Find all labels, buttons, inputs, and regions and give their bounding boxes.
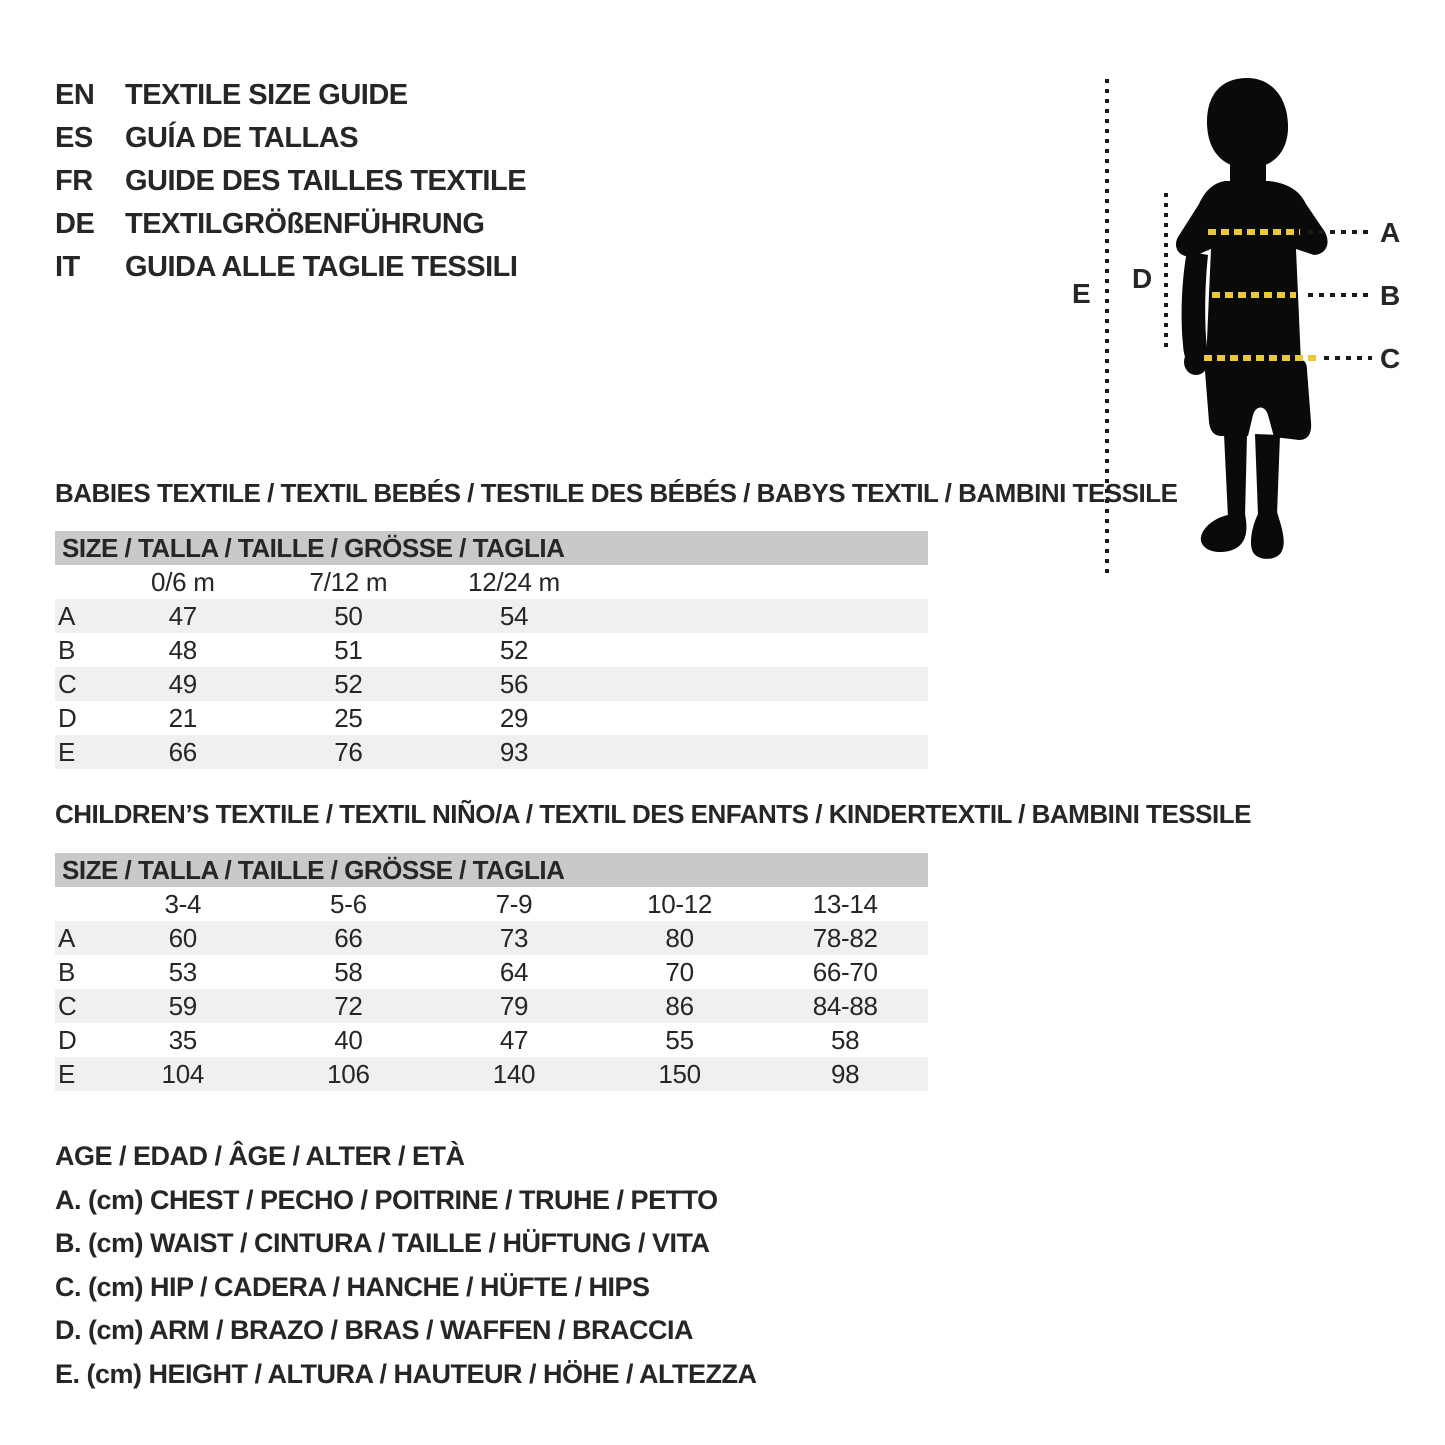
column-header: 7-9 — [495, 888, 533, 919]
mark-label-d: D — [1132, 263, 1152, 294]
lang-title: GUIDE DES TAILLES TEXTILE — [125, 165, 527, 197]
cell-value: 58 — [334, 956, 363, 987]
cell-value: 52 — [334, 668, 363, 699]
table-cell-empty — [762, 667, 928, 701]
cell-value: 78-82 — [812, 922, 878, 953]
lang-code: ES — [55, 122, 93, 154]
row-label: A — [58, 922, 76, 953]
measurement-legend — [55, 1135, 756, 1396]
cell-value: 70 — [665, 956, 694, 987]
children-size-header-bar — [55, 853, 928, 887]
cell-value: 59 — [168, 990, 197, 1021]
babies-section-title: BABIES TEXTILE / TEXTIL BEBÉS / TESTILE DES BÉBÉS / BABYS TEXTIL / BAMBINI TESSILE — [55, 478, 1178, 508]
cell-value: 55 — [665, 1024, 694, 1055]
column-header: 3-4 — [164, 888, 202, 919]
lang-row-it — [55, 246, 526, 289]
table-row — [55, 599, 928, 633]
table-cell-empty — [597, 735, 763, 769]
row-label: E — [58, 1058, 76, 1089]
child-silhouette-icon — [1176, 78, 1328, 559]
cell-value: 58 — [831, 1024, 860, 1055]
table-cell-empty — [762, 701, 928, 735]
mark-label-e: E — [1072, 278, 1091, 309]
mark-label-c: C — [1380, 343, 1400, 374]
lang-code: EN — [55, 79, 95, 111]
babies-size-table — [55, 565, 928, 769]
cell-value: 53 — [168, 956, 197, 987]
lang-code: FR — [55, 165, 93, 197]
table-row — [55, 701, 928, 735]
legend-line-hip: C. (cm) HIP / CADERA / HANCHE / HÜFTE / HIPS — [55, 1271, 650, 1302]
cell-value: 150 — [658, 1058, 701, 1089]
legend-line-arm: D. (cm) ARM / BRAZO / BRAS / WAFFEN / BRACCIA — [55, 1315, 693, 1346]
column-header: 7/12 m — [309, 566, 388, 597]
column-header: 13-14 — [812, 888, 878, 919]
cell-value: 104 — [161, 1058, 205, 1089]
row-label: E — [58, 736, 76, 767]
lang-code: DE — [55, 208, 95, 240]
cell-value: 54 — [499, 600, 529, 631]
mark-label-b: B — [1380, 280, 1400, 311]
lang-row-de — [55, 203, 526, 246]
table-cell-empty — [762, 565, 928, 599]
cell-value: 52 — [499, 634, 529, 665]
table-cell-empty — [597, 565, 763, 599]
table-cell-empty — [762, 599, 928, 633]
cell-value: 51 — [334, 634, 363, 665]
size-header-label: SIZE / TALLA / TAILLE / GRÖSSE / TAGLIA — [62, 854, 565, 885]
mark-label-a: A — [1380, 217, 1400, 248]
cell-value: 106 — [327, 1058, 370, 1089]
table-row — [55, 989, 928, 1023]
cell-value: 48 — [168, 634, 197, 665]
table-row — [55, 1023, 928, 1057]
cell-value: 93 — [499, 736, 529, 767]
cell-value: 49 — [168, 668, 197, 699]
row-label: B — [58, 956, 76, 987]
lang-row-es — [55, 117, 526, 160]
lang-title: TEXTILE SIZE GUIDE — [125, 79, 408, 111]
table-cell-empty — [597, 599, 763, 633]
babies-column-header-row — [55, 565, 928, 599]
cell-value: 98 — [831, 1058, 860, 1089]
children-section-title: CHILDREN’S TEXTILE / TEXTIL NIÑO/A / TEXTIL DES ENFANTS / KINDERTEXTIL / BAMBINI TESSILE — [55, 799, 1251, 829]
cell-value: 66 — [334, 922, 363, 953]
cell-value: 84-88 — [812, 990, 878, 1021]
column-header: 0/6 m — [151, 566, 215, 597]
cell-value: 29 — [499, 702, 529, 733]
table-cell-empty — [55, 887, 100, 921]
children-size-table — [55, 887, 928, 1091]
legend-line-age: AGE / EDAD / ÂGE / ALTER / ETÀ — [55, 1141, 465, 1172]
cell-value: 47 — [168, 600, 197, 631]
cell-value: 73 — [499, 922, 529, 953]
row-label: C — [58, 668, 77, 699]
cell-value: 60 — [168, 922, 197, 953]
column-header: 10-12 — [647, 888, 713, 919]
row-label: B — [58, 634, 76, 665]
cell-value: 86 — [665, 990, 694, 1021]
cell-value: 72 — [334, 990, 363, 1021]
table-row — [55, 921, 928, 955]
cell-value: 140 — [492, 1058, 536, 1089]
table-cell-empty — [762, 735, 928, 769]
lang-row-fr — [55, 160, 526, 203]
legend-line-height: E. (cm) HEIGHT / ALTURA / HAUTEUR / HÖHE / ALTEZZA — [55, 1358, 757, 1389]
size-header-label: SIZE / TALLA / TAILLE / GRÖSSE / TAGLIA — [62, 532, 565, 563]
cell-value: 21 — [168, 702, 197, 733]
row-label: D — [58, 1024, 77, 1055]
row-label: C — [58, 990, 77, 1021]
table-cell-empty — [597, 633, 763, 667]
cell-value: 66-70 — [812, 956, 878, 987]
cell-value: 35 — [168, 1024, 197, 1055]
cell-value: 47 — [499, 1024, 529, 1055]
children-column-header-row — [55, 887, 928, 921]
cell-value: 66 — [168, 736, 197, 767]
lang-row-en — [55, 74, 526, 117]
table-row — [55, 1057, 928, 1091]
table-row — [55, 633, 928, 667]
cell-value: 56 — [499, 668, 529, 699]
babies-size-header-bar — [55, 531, 928, 565]
cell-value: 76 — [334, 736, 363, 767]
legend-line-chest: A. (cm) CHEST / PECHO / POITRINE / TRUHE / PETTO — [55, 1184, 718, 1215]
table-cell-empty — [55, 565, 100, 599]
row-label: A — [58, 600, 76, 631]
cell-value: 25 — [334, 702, 363, 733]
legend-line-waist: B. (cm) WAIST / CINTURA / TAILLE / HÜFTUNG / VITA — [55, 1228, 710, 1259]
table-cell-empty — [597, 667, 763, 701]
lang-title: GUÍA DE TALLAS — [125, 122, 359, 154]
table-row — [55, 667, 928, 701]
table-cell-empty — [762, 633, 928, 667]
cell-value: 80 — [665, 922, 694, 953]
table-row — [55, 735, 928, 769]
cell-value: 40 — [334, 1024, 363, 1055]
cell-value: 79 — [499, 990, 529, 1021]
table-cell-empty — [597, 701, 763, 735]
cell-value: 50 — [334, 600, 363, 631]
language-title-block — [55, 74, 526, 289]
table-row — [55, 955, 928, 989]
row-label: D — [58, 702, 77, 733]
column-header: 5-6 — [330, 888, 367, 919]
lang-code: IT — [55, 251, 80, 283]
lang-title: GUIDA ALLE TAGLIE TESSILI — [125, 251, 518, 283]
lang-title: TEXTILGRÖßENFÜHRUNG — [125, 208, 485, 240]
cell-value: 64 — [499, 956, 529, 987]
column-header: 12/24 m — [468, 566, 560, 597]
